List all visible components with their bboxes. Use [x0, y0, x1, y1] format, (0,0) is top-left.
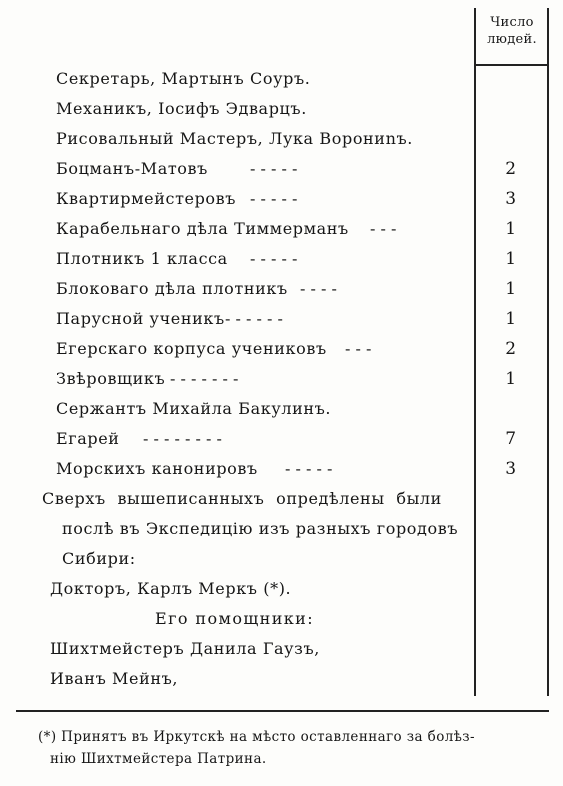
crew-leader-dashes: - - - - -	[250, 189, 298, 208]
crew-count: 1	[505, 219, 517, 239]
assistant-line: Иванъ Мейнъ,	[50, 669, 179, 688]
column-header	[477, 14, 547, 48]
crew-leader-dashes: - - - -	[300, 279, 337, 298]
crew-leader-dashes: - - - - -	[285, 459, 333, 478]
crew-row	[0, 424, 563, 454]
crew-count: 3	[505, 459, 517, 479]
crew-label: Сержантъ Михайла Бакулинъ.	[56, 399, 332, 418]
crew-row	[0, 334, 563, 364]
crew-leader-dashes: - - - - - - -	[170, 369, 239, 388]
crew-count: 1	[505, 249, 517, 269]
crew-leader-dashes: - - - - -	[250, 159, 298, 178]
crew-row	[0, 214, 563, 244]
crew-label: Рисовальный Мастеръ, Лука Ворониnъ.	[56, 129, 413, 148]
crew-label: Механикъ, Iосифъ Эдварцъ.	[56, 99, 307, 118]
crew-row	[0, 304, 563, 334]
crew-row	[0, 154, 563, 184]
crew-row	[0, 274, 563, 304]
crew-row	[0, 184, 563, 214]
crew-label: Парусной ученикъ	[56, 309, 225, 328]
footnote-line: (*) Принятъ въ Иркутскѣ на мѣсто оставленнаго за болѣз-	[38, 729, 475, 745]
assistant-line: Шихтмейстеръ Данила Гаузъ,	[50, 639, 320, 658]
crew-row	[0, 64, 563, 94]
body-line: Сибири:	[62, 549, 136, 568]
crew-count: 7	[505, 429, 517, 449]
crew-count: 2	[505, 159, 517, 179]
crew-count: 2	[505, 339, 517, 359]
crew-leader-dashes: - - - - - -	[225, 309, 283, 328]
crew-label: Егарей	[56, 429, 120, 448]
crew-row	[0, 124, 563, 154]
crew-label: Егерскаго корпуса учениковъ	[56, 339, 327, 358]
column-header-line2: людей.	[487, 32, 537, 47]
assistants-heading: Его помощники:	[155, 609, 315, 628]
crew-leader-dashes: - - -	[345, 339, 372, 358]
crew-row	[0, 454, 563, 484]
crew-label: Блоковаго дѣла плотникъ	[56, 279, 288, 298]
column-header-line1: Число	[490, 15, 534, 30]
crew-label: Квартирмейстеровъ	[56, 189, 237, 208]
doctor-line: Докторъ, Карлъ Меркъ (*).	[50, 579, 292, 598]
crew-label: Боцманъ-Матовъ	[56, 159, 208, 178]
crew-count: 3	[505, 189, 517, 209]
crew-row	[0, 94, 563, 124]
crew-leader-dashes: - - -	[370, 219, 397, 238]
crew-row	[0, 244, 563, 274]
crew-row	[0, 364, 563, 394]
crew-count: 1	[505, 369, 517, 389]
crew-count: 1	[505, 279, 517, 299]
crew-label: Секретарь, Мартынъ Соуръ.	[56, 69, 311, 88]
crew-label: Карабельнаго дѣла Тиммерманъ	[56, 219, 349, 238]
crew-row	[0, 394, 563, 424]
crew-count: 1	[505, 309, 517, 329]
crew-label: Плотникъ 1 класса	[56, 249, 228, 268]
crew-label: Морскихъ канонировъ	[56, 459, 258, 478]
crew-leader-dashes: - - - - - - - -	[143, 429, 222, 448]
footnote	[38, 726, 548, 770]
crew-leader-dashes: - - - - -	[250, 249, 298, 268]
footnote-line: нiю Шихтмейстера Патрина.	[50, 751, 267, 767]
crew-label: Звѣровщикъ	[56, 369, 166, 388]
body-line: Сверхъ вышеписанныхъ опредѣлены были	[42, 489, 442, 508]
footnote-rule	[16, 710, 549, 712]
body-line: послѣ въ Экспедицiю изъ разныхъ городовъ	[62, 519, 459, 538]
